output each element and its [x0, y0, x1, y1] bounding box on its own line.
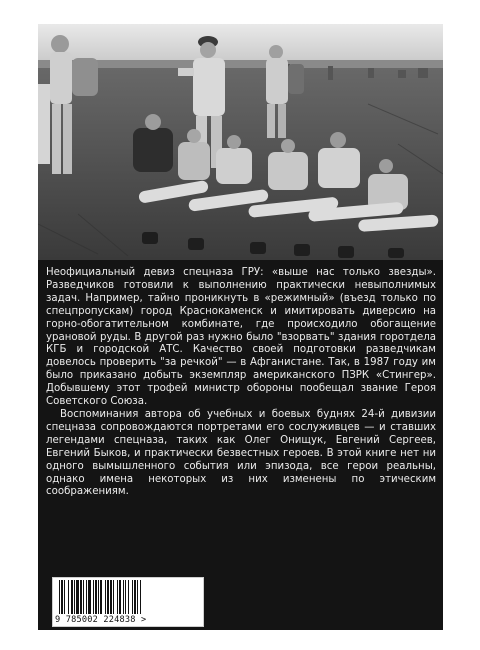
- cover-photo: [38, 24, 443, 260]
- isbn-barcode-icon: [57, 580, 199, 614]
- historical-group-photo-icon: [38, 24, 443, 260]
- isbn-digits: 9 785002 224838 >: [55, 615, 147, 625]
- isbn-barcode: [52, 577, 204, 627]
- blurb-paragraph-2: Воспоминания автора об учебных и боевых буднях 24-й дивизии спецназа сопровождаются портретами его сослуживцев — и ставших легендами спецназа, таких как Олег Онищук, Евгений Сергеев, Евгений Быков, и практически безвестных героев. В этой книге нет ни одного вымышленного события или эпизода, все герои реальны, однако имена некоторых из них изменены по этическим соображениям.: [46, 408, 436, 498]
- blurb-paragraph-1: Неофициальный девиз спецназа ГРУ: «выше нас только звезды». Разведчиков готовили к выполнению практически невыполнимых задач. Например, тайно проникнуть в «режимный» (въезд только по спецпропускам) город Краснокаменск и имитировать диверсию на горно-обогатительном комбинате, где происходило обогащение урановой руды. В другой раз нужно было "взорвать" здания горотдела КГБ и городской АТС. Качество своей подготовки разведчикам довелось проверить "за речкой" — в Афганистане. Так, в 1987 году им было приказано добыть экземпляр американского ПЗРК «Стингер». Добывшему этот трофей министр обороны пообещал звание Героя Советского Союза.: [46, 267, 436, 408]
- book-back-cover: [38, 24, 443, 630]
- back-cover-blurb: [46, 267, 436, 499]
